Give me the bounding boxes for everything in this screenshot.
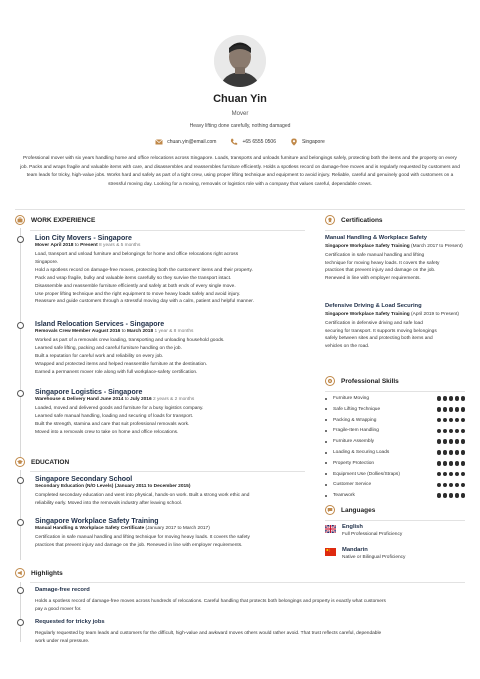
job-bullet: Pack and wrap fragile, bulky and valuable items carefully so they survive the transport intact. — [35, 275, 232, 281]
skill-level-dot — [437, 418, 442, 423]
job-bullet: Reassure and guide customers through a stressful moving day with a calm, patient and helpful manner. — [35, 299, 254, 305]
education-dates: (January 2017 to March 2017) — [145, 526, 210, 531]
job-start: June 2014 — [100, 397, 124, 402]
phone-icon — [230, 138, 238, 146]
skill-level-dot — [455, 461, 460, 466]
skill-level-dot — [461, 418, 466, 423]
divider — [30, 471, 305, 472]
skill-level — [437, 493, 466, 498]
bullet-icon — [325, 419, 327, 421]
school-name: Singapore Secondary School — [35, 476, 133, 483]
divider — [325, 230, 465, 231]
skill-level — [437, 418, 466, 423]
job-bullet: Earned a permanent mover role along with full workplace-safety certification. — [35, 369, 198, 375]
skill-level-dot — [443, 407, 448, 412]
highlights-heading — [15, 568, 63, 578]
certification-line: vehicles on the road. — [325, 343, 370, 349]
company-name: Lion City Movers - Singapore — [35, 235, 132, 242]
divider — [325, 520, 465, 521]
language-name: Mandarin — [342, 547, 368, 553]
timeline-dot — [17, 236, 24, 243]
language-level: Native or Bilingual Proficiency — [342, 555, 406, 560]
education-desc: practices that prevent injury and damage on the job. Renewed in line with employer requirements. — [35, 542, 243, 548]
skill-level-dot — [461, 396, 466, 401]
job-role: Mover — [35, 243, 50, 248]
skill-level — [437, 429, 466, 434]
job-bullet: Singapore. — [35, 259, 59, 265]
school-name: Singapore Workplace Safety Training — [35, 518, 159, 525]
contact-bar — [0, 138, 480, 146]
skill-level-dot — [443, 396, 448, 401]
briefcase-icon — [15, 215, 25, 225]
skill-level-dot — [437, 396, 442, 401]
certification-desc — [325, 320, 465, 350]
email-text: chuan.yin@email.com — [167, 139, 217, 145]
certification-title: Defensive Driving & Load Securing — [325, 303, 422, 309]
skill-level-dot — [449, 461, 454, 466]
divider — [30, 230, 305, 231]
bullet-icon — [325, 430, 327, 432]
skill-level-dot — [455, 450, 460, 455]
job-bullet: Learned safe manual handling, loading and securing of loads for transport. — [35, 413, 194, 419]
job-bullet: Built the strength, stamina and care that suit professional removals work. — [35, 421, 190, 427]
languages-heading — [325, 505, 375, 515]
highlight-desc — [35, 630, 465, 645]
highlight-line: Regularly requested by team leads and customers for the difficult, high-value and awkward moves others would rather avoid. That trust reflects careful, dependable — [35, 631, 382, 636]
skill-level-dot — [443, 493, 448, 498]
job-bullet: Hold a spotless record on damage-free moves, protecting both the customers' items and their property. — [35, 267, 253, 273]
language-level: Full Professional Proficiency — [342, 532, 403, 537]
job-title: Mover — [231, 111, 249, 117]
job-bullet: Learned safe lifting, packing and careful furniture handling on the job. — [35, 345, 182, 351]
company-name: Singapore Logistics - Singapore — [35, 389, 143, 396]
skill-level-dot — [443, 461, 448, 466]
skill-row — [325, 405, 465, 414]
highlight-title: Damage-free record — [35, 587, 90, 593]
skill-level-dot — [455, 472, 460, 477]
skill-level-dot — [455, 439, 460, 444]
skill-level — [437, 396, 466, 401]
timeline-dot — [17, 390, 24, 397]
skill-name: Safe Lifting Technique — [333, 406, 381, 412]
skill-level-dot — [443, 418, 448, 423]
divider — [30, 582, 465, 583]
skill-level-dot — [449, 450, 454, 455]
skill-name: Equipment Use (Dollies/Straps) — [333, 471, 400, 477]
map-pin-icon — [290, 138, 298, 146]
certification-line: Certification in safe manual handling and lifting — [325, 253, 425, 259]
certification-title: Manual Handling & Workplace Safety — [325, 235, 428, 241]
contact-email[interactable] — [155, 138, 216, 146]
graduation-cap-icon — [15, 457, 25, 467]
skill-row — [325, 470, 465, 479]
skill-name: Loading & Securing Loads — [333, 450, 390, 455]
skill-row — [325, 448, 465, 457]
certification-line: Renewed in line with employer requirements. — [325, 275, 421, 281]
skill-level-dot — [437, 439, 442, 444]
job-role: Warehouse & Delivery Hand — [35, 397, 99, 402]
job-bullet: Use proper lifting technique and the right equipment to move heavy loads safely and avoid injury. — [35, 291, 241, 297]
job-start: August 2016 — [91, 329, 121, 334]
job-end: July 2016 — [130, 397, 152, 402]
certification-dates: (March 2017 to Present) — [411, 244, 463, 249]
certifications-heading — [325, 215, 383, 225]
skill-level-dot — [437, 429, 442, 434]
skill-level-dot — [461, 407, 466, 412]
highlight-line: Holds a spotless record of damage-free moves across hundreds of relocations. Careful handling that protects both belongings and property is exactly what customers — [35, 599, 386, 604]
profile-summary: Professional mover with six years handling home and office relocations across Singapore. Loads, transports and unloads furniture and belongings safely, protecting both the items and the property on every job. Packs and wraps fragile and valuable items with care, and disassembles and reassembles furniture efficiently. Holds a spotless record on damage-free moves and is regularly requested by customers and team leads for tricky, high-value jobs. Works hard and safely as part of a tight crew, using proper lifting technique and equipment to avoid injury. Reliable, careful and genuinely good with customers on a stressful moving day. Looking for a moving, removals or logistics role with a company that values careful, dependable crews. — [20, 156, 460, 187]
location-text: Singapore — [301, 139, 325, 145]
section-title: Certifications — [341, 216, 383, 224]
job-bullet: Load, transport and unload furniture and belongings for home and office relocations right across — [35, 252, 239, 257]
certification-issuer: Singapore Workplace Safety Training — [325, 244, 410, 249]
timeline-dot — [17, 477, 24, 484]
work-entry — [35, 235, 305, 306]
skill-level — [437, 450, 466, 455]
skill-row — [325, 480, 465, 489]
education-desc: Certification in safe manual handling and lifting technique for moving heavy loads. It covers the safety — [35, 535, 250, 540]
certification-line: safely between sites and protecting both items and — [325, 336, 433, 342]
work-entry — [35, 321, 305, 377]
highlight-line: pay a good mover for. — [35, 606, 82, 612]
skill-name: Property Protection — [333, 460, 375, 466]
education-desc: Completed secondary education and went into physical, hands-on work. Built a strong work ethic and — [35, 493, 250, 498]
skill-row — [325, 459, 465, 468]
skill-level-dot — [449, 407, 454, 412]
certification-meta — [325, 243, 465, 250]
section-title: Highlights — [31, 569, 63, 577]
china-flag-icon — [325, 548, 336, 556]
skill-level-dot — [449, 396, 454, 401]
skill-level-dot — [455, 483, 460, 488]
skill-level-dot — [443, 472, 448, 477]
bullet-icon — [325, 441, 327, 443]
section-title: WORK EXPERIENCE — [31, 216, 96, 224]
language-item — [325, 547, 405, 560]
contact-location — [290, 138, 325, 146]
job-end: March 2018 — [127, 329, 154, 334]
skill-level-dot — [443, 483, 448, 488]
skill-name: Packing & Wrapping — [333, 417, 377, 423]
avatar — [214, 35, 266, 87]
job-duration: 2 years & 2 months — [152, 397, 195, 402]
bullet-icon — [325, 495, 327, 497]
skill-level-dot — [461, 483, 466, 488]
timeline-dot — [17, 587, 24, 594]
job-meta: Mover April 2018 to Present 8 years & 5 months — [35, 243, 141, 248]
job-start: April 2018 — [50, 243, 74, 248]
qualification: Secondary Education (N/O Levels) — [35, 484, 114, 489]
certification-meta — [325, 311, 465, 318]
skill-level-dot — [449, 493, 454, 498]
skill-level-dot — [455, 493, 460, 498]
skill-name: Customer Service — [333, 482, 372, 488]
skill-row — [325, 394, 465, 403]
skill-level-dot — [461, 450, 466, 455]
language-name: English — [342, 524, 363, 530]
gear-icon — [325, 376, 335, 386]
education-heading — [15, 457, 69, 467]
skill-level — [437, 407, 466, 412]
education-entry — [35, 476, 305, 508]
envelope-icon — [155, 138, 163, 146]
job-end: Present — [80, 243, 98, 248]
skill-row — [325, 491, 465, 500]
skill-level-dot — [449, 483, 454, 488]
skill-level-dot — [461, 429, 466, 434]
uk-flag-icon — [325, 525, 336, 533]
bullet-icon — [325, 484, 327, 486]
job-meta: Removals Crew Member August 2016 to March 2018 1 year & 8 months — [35, 329, 194, 334]
bullet-icon — [325, 473, 327, 475]
section-title: EDUCATION — [31, 458, 70, 466]
skill-level-dot — [455, 407, 460, 412]
certification-desc — [325, 252, 465, 282]
certificate-icon — [325, 215, 335, 225]
skill-level-dot — [437, 483, 442, 488]
company-name: Island Relocation Services - Singapore — [35, 321, 165, 328]
job-bullet: Loaded, moved and delivered goods and furniture for a busy logistics company. — [35, 406, 204, 411]
skill-level-dot — [455, 429, 460, 434]
education-desc: reliability early. Moved into the removals industry after leaving school. — [35, 500, 183, 506]
education-dates: (January 2011 to December 2015) — [114, 484, 191, 489]
certification-issuer: Singapore Workplace Safety Training — [325, 312, 410, 317]
job-duration: 8 years & 5 months — [99, 243, 141, 248]
skill-level-dot — [443, 429, 448, 434]
skill-level-dot — [437, 450, 442, 455]
skill-level — [437, 483, 466, 488]
job-duration: 1 year & 8 months — [154, 329, 194, 334]
skill-level-dot — [461, 461, 466, 466]
certification-entry — [325, 303, 465, 351]
education-meta — [35, 526, 305, 531]
skill-name: Furniture Moving — [333, 396, 369, 401]
skill-level — [437, 472, 466, 477]
work-entry — [35, 389, 305, 437]
skill-row — [325, 437, 465, 446]
skill-row — [325, 416, 465, 425]
divider — [15, 209, 465, 210]
skill-level-dot — [461, 493, 466, 498]
job-bullet: Built a reputation for careful work and reliability on every job. — [35, 353, 164, 359]
job-bullet: Moved into a removals crew to take on home and office relocations. — [35, 429, 179, 435]
skill-level-dot — [449, 472, 454, 477]
language-item — [325, 524, 402, 537]
skill-row — [325, 426, 465, 435]
skill-level-dot — [443, 450, 448, 455]
bullet-icon — [325, 408, 327, 410]
certification-line: Certification in defensive driving and safe load — [325, 321, 423, 327]
bullet-icon — [325, 398, 327, 400]
skill-level-dot — [437, 472, 442, 477]
skill-level-dot — [461, 472, 466, 477]
job-meta: Warehouse & Delivery Hand June 2014 to July 2016 2 years & 2 months — [35, 397, 195, 402]
timeline-dot — [17, 322, 24, 329]
skill-level-dot — [443, 439, 448, 444]
certification-dates: (April 2019 to Present) — [411, 312, 460, 317]
skill-level — [437, 461, 466, 466]
timeline-dot — [17, 619, 24, 626]
work-experience-heading — [15, 215, 95, 225]
certification-entry — [325, 235, 465, 283]
skill-level — [437, 439, 466, 444]
skill-name: Furniture Assembly — [333, 439, 375, 445]
job-bullet: Wrapped and protected items and helped reassemble furniture at the destination. — [35, 361, 208, 367]
education-meta — [35, 484, 305, 489]
tagline: Heavy lifting done carefully, nothing damaged — [189, 123, 291, 129]
skills-heading — [325, 376, 399, 386]
skill-level-dot — [455, 418, 460, 423]
skill-level-dot — [449, 418, 454, 423]
section-title: Languages — [341, 506, 376, 514]
job-role: Removals Crew Member — [35, 329, 91, 334]
highlight-line: work under real pressure. — [35, 638, 90, 644]
section-title: Professional Skills — [341, 377, 399, 385]
certification-line: technique for moving heavy loads. It covers the safety — [325, 260, 440, 266]
speech-bubble-icon — [325, 505, 335, 515]
job-bullet: Disassemble and reassemble furniture efficiently and safely at both ends of every single move. — [35, 283, 236, 289]
contact-phone[interactable] — [230, 138, 276, 146]
skill-level-dot — [461, 439, 466, 444]
skill-level-dot — [437, 493, 442, 498]
qualification: Manual Handling & Workplace Safety Certificate — [35, 526, 145, 531]
skill-level-dot — [455, 396, 460, 401]
candidate-name: Chuan Yin — [213, 93, 267, 105]
education-entry — [35, 518, 305, 550]
skill-level-dot — [449, 429, 454, 434]
highlight-desc — [35, 598, 465, 613]
skill-name: Fragile-Item Handling — [333, 428, 379, 434]
timeline-line — [20, 228, 21, 457]
skill-level-dot — [437, 461, 442, 466]
bullet-icon — [325, 452, 327, 454]
megaphone-icon — [15, 568, 25, 578]
certification-line: securing for transport. It supports moving belongings — [325, 328, 437, 334]
job-bullet: Worked as part of a removals crew loading, transporting and unloading household goods. — [35, 338, 225, 343]
skill-name: Teamwork — [333, 493, 355, 499]
divider — [325, 391, 465, 392]
timeline-dot — [17, 519, 24, 526]
skill-level-dot — [437, 407, 442, 412]
highlight-title: Requested for tricky jobs — [35, 619, 105, 625]
bullet-icon — [325, 462, 327, 464]
phone-text: +65 6555 0506 — [242, 139, 276, 145]
skill-level-dot — [449, 439, 454, 444]
certification-line: practices that prevent injury and damage on the job. — [325, 268, 436, 274]
